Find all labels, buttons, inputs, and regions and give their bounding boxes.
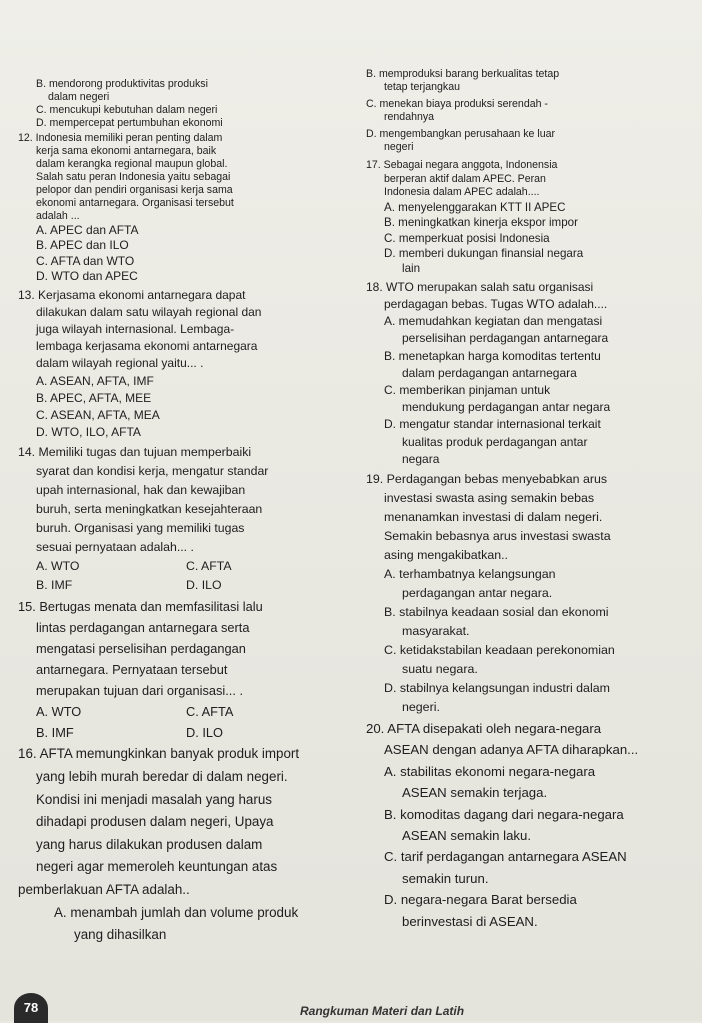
option-a-cont: ASEAN semakin terjaga. [402, 785, 548, 801]
question-line: dihadapi produsen dalam negeri, Upaya [36, 814, 274, 830]
question-line: mengatasi perselisihan perdagangan [36, 641, 246, 657]
question-19 [366, 470, 696, 717]
question-line: negeri agar memeroleh keuntungan atas [36, 859, 278, 875]
question-line: Semakin bebasnya arus investasi swasta [384, 529, 611, 544]
option-b[interactable]: B. APEC, AFTA, MEE [36, 390, 152, 405]
question-18 [366, 279, 696, 468]
option-d[interactable]: D. WTO dan APEC [36, 269, 138, 284]
option-b[interactable]: B. APEC dan ILO [36, 238, 129, 253]
option-d[interactable]: D. ILO [186, 578, 222, 593]
question-14 [18, 443, 358, 595]
question-12-options [18, 223, 358, 285]
option-line: tetap terjangkau [384, 81, 460, 93]
question-line: Salah satu peran Indonesia yaitu sebagai [36, 171, 231, 183]
option-b[interactable]: B. stabilnya keadaan sosial dan ekonomi [384, 605, 609, 620]
option-d[interactable]: D. WTO, ILO, AFTA [36, 425, 141, 440]
option-a[interactable]: A. menambah jumlah dan volume produk [54, 904, 299, 920]
option-b[interactable]: B. IMF [36, 725, 74, 741]
option-c-cont: suatu negara. [402, 662, 478, 677]
question-line: lintas perdagangan antarnegara serta [36, 620, 250, 636]
option-a[interactable]: A. WTO [36, 559, 80, 574]
option-d[interactable]: D. mengatur standar internasional terkait [384, 417, 601, 432]
option-line: B. mendorong produktivitas produksi [36, 78, 208, 90]
question-line: 16. AFTA memungkinkan banyak produk import [18, 746, 300, 762]
question-line: dilakukan dalam satu wilayah regional dan [36, 304, 262, 319]
question-15 [18, 596, 358, 743]
question-line: 19. Perdagangan bebas menyebabkan arus [366, 472, 608, 487]
option-line: D. mengembangkan perusahaan ke luar [366, 128, 556, 140]
option-row [18, 557, 358, 576]
question-line: yang harus dilakukan produsen dalam [36, 836, 263, 852]
option-d[interactable]: D. negara-negara Barat bersedia [384, 892, 577, 908]
question-13 [18, 287, 358, 442]
prev-question-options-left [18, 78, 358, 130]
option-c[interactable]: C. ASEAN, AFTA, MEA [36, 408, 160, 423]
question-line: upah internasional, hak dan kewajiban [36, 483, 246, 498]
option-c[interactable]: C. memperkuat posisi Indonesia [384, 231, 550, 245]
question-12 [18, 132, 358, 223]
question-16 [18, 743, 358, 946]
option-b[interactable]: B. komoditas dagang dari negara-negara [384, 806, 624, 822]
option-a-cont: perdagangan antar negara. [402, 586, 553, 601]
question-line: buruh. Organisasi yang memiliki tugas [36, 521, 245, 536]
question-line: lembaga kerjasama ekonomi antarnegara [36, 339, 258, 354]
question-line: 14. Memiliki tugas dan tujuan memperbaiki [18, 445, 252, 460]
page-number: 78 [14, 993, 48, 1023]
question-line: ASEAN dengan adanya AFTA diharapkan... [384, 742, 639, 758]
option-line: rendahnya [384, 111, 435, 123]
option-d[interactable]: D. stabilnya kelangsungan industri dalam [384, 681, 610, 696]
question-17 [366, 159, 696, 200]
question-line: antarnegara. Pernyataan tersebut [36, 662, 228, 678]
left-column [18, 62, 358, 947]
option-d[interactable]: D. memberi dukungan finansial negara [384, 247, 584, 260]
question-line: 18. WTO merupakan salah satu organisasi [366, 279, 594, 294]
question-line: 20. AFTA disepakati oleh negara-negara [366, 721, 602, 737]
option-c[interactable]: C. tarif perdagangan antarnegara ASEAN [384, 849, 627, 865]
option-line: C. mencukupi kebutuhan dalam negeri [36, 104, 218, 116]
question-line: buruh, serta meningkatkan kesejahteraan [36, 502, 263, 517]
question-line: Kondisi ini menjadi masalah yang harus [36, 791, 272, 807]
option-a[interactable]: A. terhambatnya kelangsungan [384, 567, 556, 582]
question-line: 17. Sebagai negara anggota, Indonensia [366, 159, 558, 171]
option-line: negeri [384, 141, 414, 153]
option-b[interactable]: B. IMF [36, 578, 73, 593]
option-c[interactable]: C. AFTA [186, 559, 232, 574]
option-a[interactable]: A. WTO [36, 704, 82, 720]
footer-title: Rangkuman Materi dan Latih [300, 1004, 465, 1018]
option-c[interactable]: C. memberikan pinjaman untuk [384, 383, 551, 398]
option-row [18, 722, 358, 743]
question-line: asing mengakibatkan.. [384, 548, 508, 563]
question-line: syarat dan kondisi kerja, mengatur standar [36, 464, 269, 479]
question-line: perdagagan bebas. Tugas WTO adalah.... [384, 297, 608, 312]
prev-question-options-right [366, 68, 696, 154]
question-line: sesuai pernyataan adalah... . [36, 540, 194, 555]
option-b-cont: masyarakat. [402, 624, 470, 639]
option-a[interactable]: A. memudahkan kegiatan dan mengatasi [384, 314, 603, 329]
option-line: dalam negeri [48, 91, 110, 103]
option-row [18, 576, 358, 595]
option-a[interactable]: A. menyelenggarakan KTT II APEC [384, 200, 566, 214]
option-c[interactable]: C. AFTA [186, 704, 234, 720]
question-line: Indonesia dalam APEC adalah.... [384, 186, 540, 199]
option-a[interactable]: A. stabilitas ekonomi negara-negara [384, 763, 596, 779]
option-c[interactable]: C. ketidakstabilan keadaan perekonomian [384, 643, 615, 658]
question-line: 15. Bertugas menata dan memfasilitasi lalu [18, 599, 263, 615]
question-line: dalam kerangka regional maupun global. [36, 158, 228, 170]
option-a[interactable]: A. ASEAN, AFTA, IMF [36, 373, 154, 388]
question-line: ekonomi antarnegara. Organisasi tersebut [36, 197, 234, 209]
option-a[interactable]: A. APEC dan AFTA [36, 223, 139, 237]
right-column [366, 62, 696, 932]
option-d[interactable]: D. ILO [186, 725, 223, 741]
option-a-cont: yang dihasilkan [74, 927, 167, 943]
option-c-cont: mendukung perdagangan antar negara [402, 400, 611, 415]
question-line: dalam wilayah regional yaitu... . [36, 356, 204, 371]
option-b[interactable]: B. meningkatkan kinerja ekspor impor [384, 216, 578, 230]
option-b-cont: ASEAN semakin laku. [402, 828, 531, 844]
option-d-cont: negara [402, 451, 440, 466]
question-line: merupakan tujuan dari organisasi... . [36, 683, 243, 699]
question-line: investasi swasta asing semakin bebas [384, 491, 595, 506]
option-d-cont: negeri. [402, 700, 440, 715]
question-line: pelopor dan pendiri organisasi kerja sama [36, 184, 233, 196]
option-d-cont: berinvestasi di ASEAN. [402, 913, 538, 929]
option-a-cont: perselisihan perdagangan antarnegara [402, 331, 609, 346]
option-d-cont: kualitas produk perdagangan antar [402, 434, 588, 449]
option-line: B. memproduksi barang berkualitas tetap [366, 68, 560, 80]
question-line: menanamkan investasi di dalam negeri. [384, 510, 603, 525]
option-b-cont: dalam perdagangan antarnegara [402, 365, 577, 380]
question-line: 13. Kerjasama ekonomi antarnegara dapat [18, 287, 246, 302]
question-line: yang lebih murah beredar di dalam negeri. [36, 769, 288, 785]
question-line: berperan aktif dalam APEC. Peran [384, 172, 546, 185]
option-row [18, 701, 358, 722]
option-c[interactable]: C. AFTA dan WTO [36, 253, 135, 268]
question-line: kerja sama ekonomi antarnegara, baik [36, 145, 217, 157]
option-b[interactable]: B. menetapkan harga komoditas tertentu [384, 348, 601, 363]
option-c-cont: semakin turun. [402, 870, 489, 886]
option-d-cont: lain [402, 262, 421, 276]
question-line: pemberlakuan AFTA adalah.. [18, 882, 190, 898]
option-line: D. mempercepat pertumbuhan ekonomi [36, 117, 223, 129]
question-line: adalah ... [36, 210, 80, 222]
question-line: 12. Indonesia memiliki peran penting dalam [18, 132, 223, 144]
option-line: C. menekan biaya produksi serendah - [366, 98, 548, 110]
question-20 [366, 718, 696, 932]
question-line: juga wilayah internasional. Lembaga- [36, 322, 235, 337]
question-17-options [366, 200, 696, 277]
